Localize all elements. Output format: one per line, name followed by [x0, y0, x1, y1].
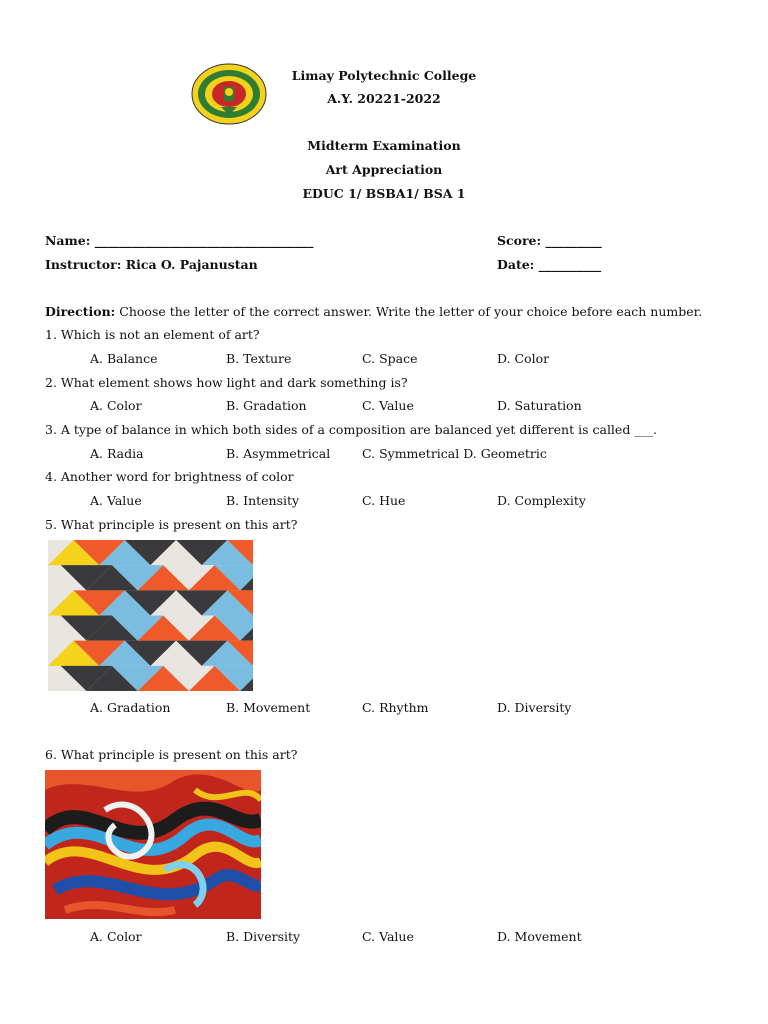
- q6-option-a: A. Color: [90, 929, 142, 944]
- q4-option-b: B. Intensity: [226, 493, 300, 508]
- q4-option-a: A. Value: [90, 493, 142, 508]
- date-line: __________: [538, 257, 602, 272]
- subject-title: Art Appreciation: [325, 162, 443, 177]
- q5-option-b: B. Movement: [226, 700, 311, 715]
- academic-year: A.Y. 20221-2022: [327, 91, 441, 106]
- date-field: [497, 257, 601, 272]
- question-2: 2. What element shows how light and dark something is?: [45, 375, 408, 390]
- score-field: [497, 233, 602, 248]
- direction-label: Direction:: [45, 304, 116, 319]
- direction-text: Choose the letter of the correct answer. Write the letter of your choice before each number.: [119, 304, 703, 319]
- q2-option-d: D. Saturation: [497, 398, 582, 413]
- question-6: 6. What principle is present on this art?: [45, 747, 298, 762]
- name-line: ___________________________________: [94, 233, 314, 248]
- score-line: _________: [545, 233, 602, 248]
- direction: [45, 304, 702, 319]
- college-name: Limay Polytechnic College: [291, 68, 477, 83]
- q4-option-c: C. Hue: [362, 493, 406, 508]
- q3-option-b: B. Asymmetrical: [226, 446, 331, 461]
- course-title: EDUC 1/ BSBA1/ BSA 1: [302, 186, 466, 201]
- q2-option-a: A. Color: [90, 398, 142, 413]
- q3-option-a: A. Radia: [90, 446, 144, 461]
- q1-option-d: D. Color: [497, 351, 550, 366]
- name-label: Name:: [45, 233, 91, 248]
- question-1: 1. Which is not an element of art?: [45, 327, 260, 342]
- q3-option-cd: C. Symmetrical D. Geometric: [362, 446, 547, 461]
- q5-option-d: D. Diversity: [497, 700, 572, 715]
- q4-option-d: D. Complexity: [497, 493, 586, 508]
- triangle-pattern-artwork: [48, 540, 253, 691]
- question-4: 4. Another word for brightness of color: [45, 469, 294, 484]
- q1-option-a: A. Balance: [90, 351, 158, 366]
- score-label: Score:: [497, 233, 542, 248]
- swirl-artwork: [45, 770, 261, 919]
- q2-option-b: B. Gradation: [226, 398, 307, 413]
- exam-title: Midterm Examination: [307, 138, 461, 153]
- instructor-label: Instructor: Rica O. Pajanustan: [45, 257, 258, 272]
- question-5: 5. What principle is present on this art?: [45, 517, 298, 532]
- name-field: [45, 233, 313, 248]
- q6-option-d: D. Movement: [497, 929, 582, 944]
- q2-option-c: C. Value: [362, 398, 414, 413]
- q1-option-c: C. Space: [362, 351, 418, 366]
- q6-option-b: B. Diversity: [226, 929, 301, 944]
- q5-option-a: A. Gradation: [90, 700, 171, 715]
- date-label: Date:: [497, 257, 535, 272]
- question-3: 3. A type of balance in which both sides of a composition are balanced yet different is called ___.: [45, 422, 658, 437]
- q1-option-b: B. Texture: [226, 351, 292, 366]
- q6-option-c: C. Value: [362, 929, 414, 944]
- q5-option-c: C. Rhythm: [362, 700, 429, 715]
